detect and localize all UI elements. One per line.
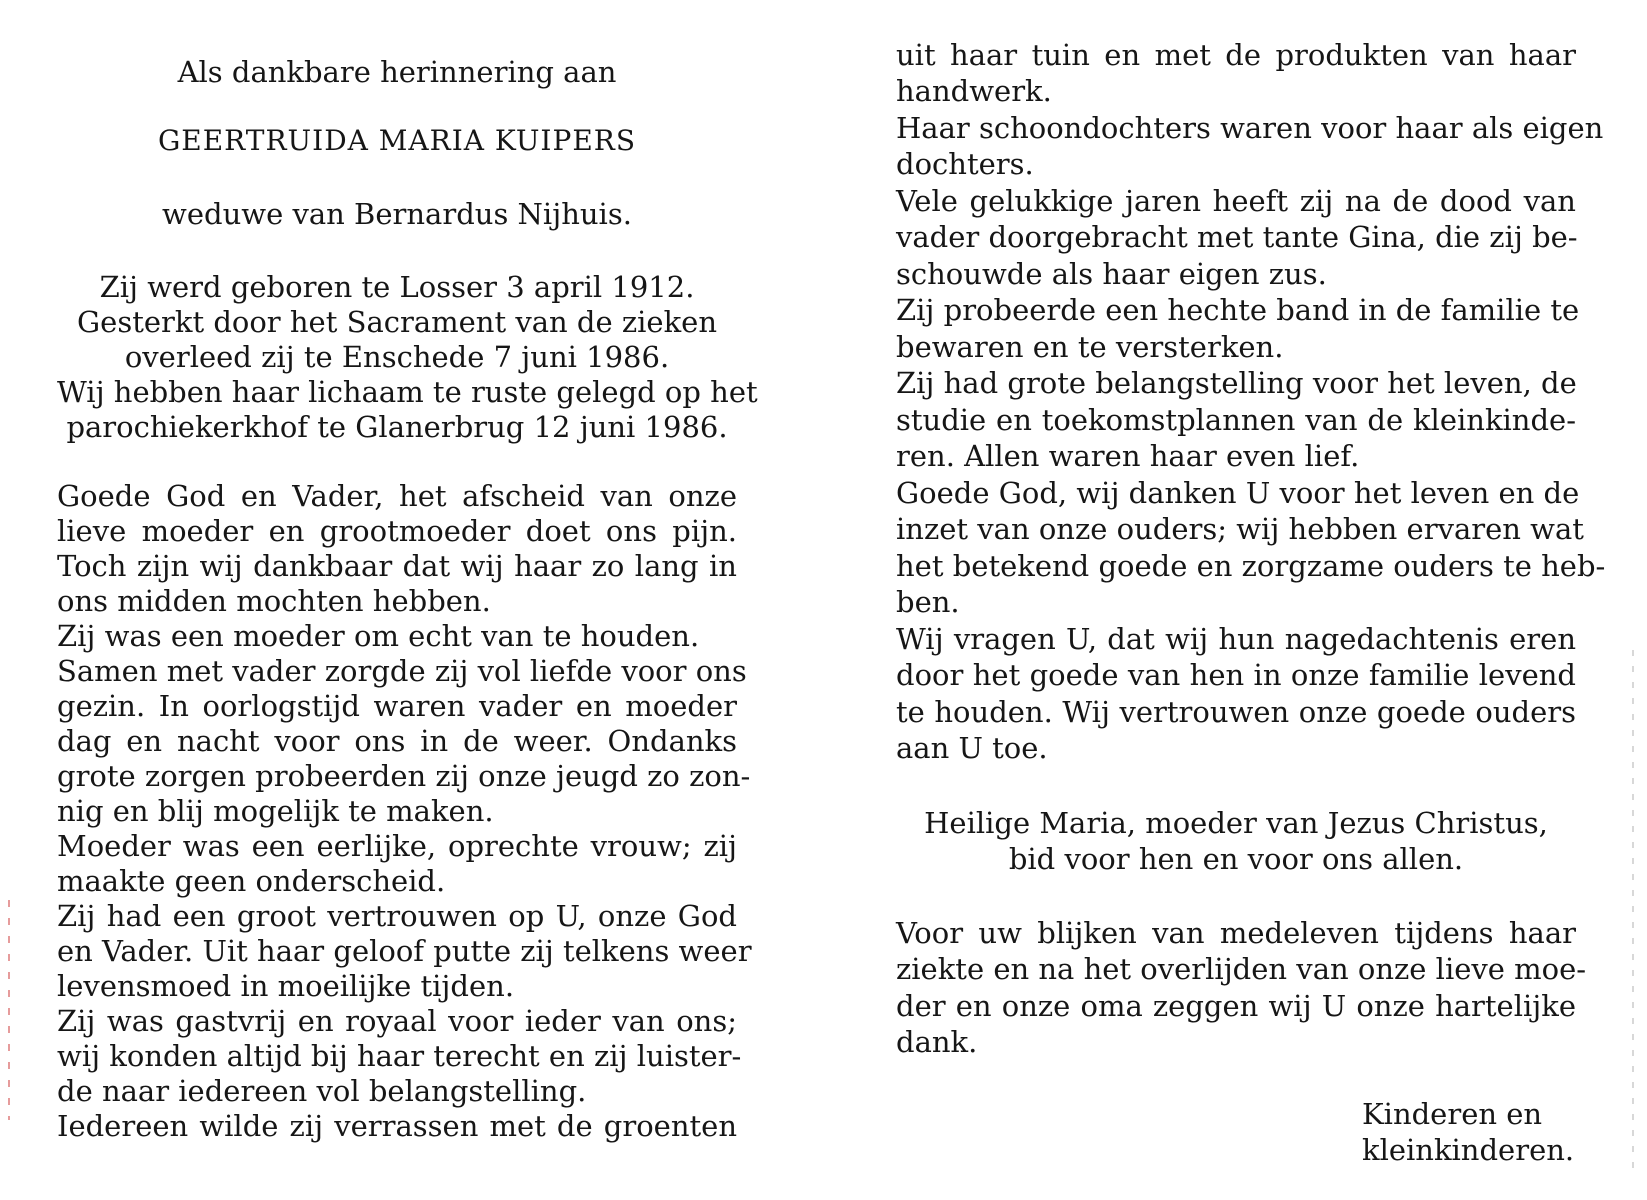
text-line: maakte geen onderscheid. xyxy=(57,864,446,898)
text-line: wij konden altijd bij haar terecht en zij luister- xyxy=(57,1039,742,1073)
text-line: vader doorgebracht met tante Gina, die zij be- xyxy=(896,220,1578,254)
signature-line: kleinkinderen. xyxy=(1362,1133,1575,1167)
text-line: Zij probeerde een hechte band in de familie te xyxy=(896,293,1580,327)
text-line: inzet van onze ouders; wij hebben ervaren wat xyxy=(896,512,1584,546)
text-line: Toch zijn wij dankbaar dat wij haar zo lang in xyxy=(57,549,737,583)
thanks-line: ziekte en na het overlijden van onze lieve moe- xyxy=(896,952,1587,986)
scan-edge-mark xyxy=(1632,650,1634,1170)
birth-line: Zij werd geboren te Losser 3 april 1912. xyxy=(99,270,695,304)
thanks-line: dank. xyxy=(896,1025,978,1059)
sacrament-line: Gesterkt door het Sacrament van de zieken xyxy=(76,305,717,339)
text-line: Iedereen wilde zij verrassen met de groenten xyxy=(57,1109,737,1143)
text-line: Zij had grote belangstelling voor het leven, de xyxy=(896,366,1577,400)
thanks-line: Voor uw blijken van medeleven tijdens haar xyxy=(896,916,1576,950)
text-line: Vele gelukkige jaren heeft zij na de dood van xyxy=(896,184,1576,218)
text-line: het betekend goede en zorgzame ouders te heb- xyxy=(896,549,1606,583)
text-line: nig en blij mogelijk te maken. xyxy=(57,794,494,828)
text-line: levensmoed in moeilijke tijden. xyxy=(57,969,515,1003)
text-line: te houden. Wij vertrouwen onze goede ouders xyxy=(896,695,1576,729)
thanks-line: der en onze oma zeggen wij U onze hartelijke xyxy=(896,989,1576,1023)
text-line: Zij was een moeder om echt van te houden. xyxy=(57,619,700,653)
right-column xyxy=(896,0,1606,1200)
text-line: studie en toekomstplannen van de kleinkinde- xyxy=(896,403,1576,437)
text-line: Zij was gastvrij en royaal voor ieder van ons; xyxy=(57,1004,737,1038)
prayer-line: bid voor hen en voor ons allen. xyxy=(1008,842,1464,876)
intro-line: Als dankbare herinnering aan xyxy=(177,55,617,89)
text-line: schouwde als haar eigen zus. xyxy=(896,257,1327,291)
burial-line: Wij hebben haar lichaam te ruste gelegd op het xyxy=(57,375,758,409)
text-line: Zij had een groot vertrouwen op U, onze God xyxy=(57,899,737,933)
text-line: gezin. In oorlogstijd waren vader en moeder xyxy=(57,689,737,723)
widow-line: weduwe van Bernardus Nijhuis. xyxy=(162,197,632,231)
text-line: Wij vragen U, dat wij hun nagedachtenis eren xyxy=(896,622,1576,656)
text-line: Haar schoondochters waren voor haar als eigen xyxy=(896,111,1604,145)
text-line: Moeder was een eerlijke, oprechte vrouw; zij xyxy=(57,829,737,863)
text-line: de naar iedereen vol belangstelling. xyxy=(57,1074,587,1108)
text-line: bewaren en te versterken. xyxy=(896,330,1284,364)
deceased-name: GEERTRUIDA MARIA KUIPERS xyxy=(157,124,637,157)
signature-line: Kinderen en xyxy=(1362,1097,1543,1131)
scan-edge-mark xyxy=(8,900,10,1120)
text-line: ons midden mochten hebben. xyxy=(57,584,491,618)
text-line: dochters. xyxy=(896,147,1034,181)
text-line: en Vader. Uit haar geloof putte zij telkens weer xyxy=(57,934,752,968)
text-line: dag en nacht voor ons in de weer. Ondanks xyxy=(57,724,737,758)
text-line: uit haar tuin en met de produkten van haar xyxy=(896,38,1576,72)
text-line: ben. xyxy=(896,585,960,619)
text-line: lieve moeder en grootmoeder doet ons pijn. xyxy=(57,514,737,548)
burial-place-line: parochiekerkhof te Glanerbrug 12 juni 1986. xyxy=(66,410,728,444)
text-line: Goede God, wij danken U voor het leven en de xyxy=(896,476,1580,510)
death-line: overleed zij te Enschede 7 juni 1986. xyxy=(124,340,670,374)
left-column xyxy=(57,0,758,1200)
text-line: aan U toe. xyxy=(896,731,1048,765)
text-line: Samen met vader zorgde zij vol liefde voor ons xyxy=(57,654,747,688)
text-line: grote zorgen probeerden zij onze jeugd zo zon- xyxy=(57,759,751,793)
prayer-line: Heilige Maria, moeder van Jezus Christus, xyxy=(924,806,1548,840)
text-line: ren. Allen waren haar even lief. xyxy=(896,439,1360,473)
text-line: Goede God en Vader, het afscheid van onze xyxy=(57,479,737,513)
text-line: handwerk. xyxy=(896,74,1052,108)
text-line: door het goede van hen in onze familie levend xyxy=(896,658,1576,692)
